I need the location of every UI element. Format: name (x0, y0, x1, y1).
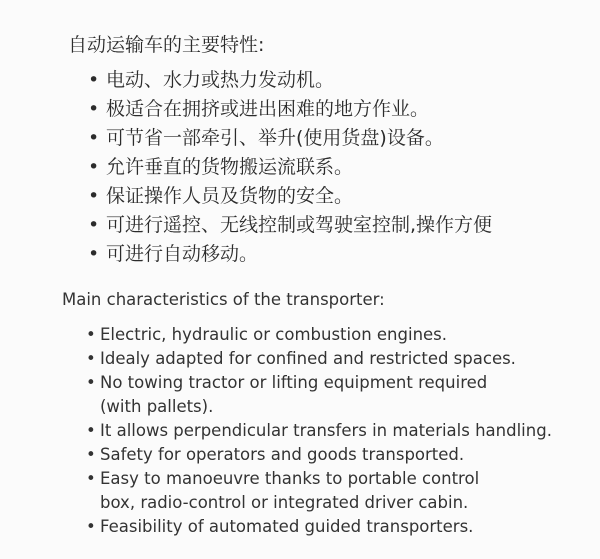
english-list-item (86, 371, 600, 419)
english-item-text: Easy to manoeuvre thanks to portable control (100, 469, 480, 488)
chinese-list-item (88, 182, 600, 211)
chinese-item-text: 允许垂直的货物搬运流联系。 (106, 156, 354, 178)
english-list-item (86, 467, 600, 515)
english-item-text: Feasibility of automated guided transporters. (100, 517, 474, 536)
bullet-icon: • (88, 185, 100, 207)
english-list-item (86, 443, 600, 467)
chinese-item-text: 可进行遥控、无线控制或驾驶室控制,操作方便 (106, 214, 493, 236)
bullet-icon: • (88, 156, 100, 178)
english-list-item (86, 419, 600, 443)
english-list-item (86, 347, 600, 371)
bullet-icon: • (86, 373, 96, 392)
chinese-list-item (88, 153, 600, 182)
bullet-icon: • (86, 517, 96, 536)
bullet-icon: • (86, 445, 96, 464)
chinese-list-item (88, 240, 600, 269)
chinese-item-text: 极适合在拥挤或进出困难的地方作业。 (106, 98, 430, 120)
bullet-icon: • (86, 349, 96, 368)
english-item-text: Safety for operators and goods transported. (100, 445, 465, 464)
english-item-text-continued: box, radio-control or integrated driver cabin. (100, 493, 469, 512)
chinese-item-text: 保证操作人员及货物的安全。 (106, 185, 354, 207)
chinese-item-text: 可进行自动移动。 (106, 243, 259, 265)
bullet-icon: • (86, 469, 96, 488)
bullet-icon: • (88, 214, 100, 236)
english-characteristics-section (62, 287, 600, 539)
english-section-title: Main characteristics of the transporter: (62, 290, 385, 309)
bullet-icon: • (88, 69, 100, 91)
english-list-item (86, 515, 600, 539)
english-item-text: No towing tractor or lifting equipment required (100, 373, 488, 392)
english-list-item (86, 323, 600, 347)
english-item-text: Idealy adapted for confined and restricted spaces. (100, 349, 516, 368)
english-characteristics-list (62, 323, 600, 539)
chinese-list-item (88, 95, 600, 124)
english-item-text: It allows perpendicular transfers in materials handling. (100, 421, 552, 440)
chinese-item-text: 可节省一部牵引、举升(使用货盘)设备。 (106, 127, 444, 149)
bullet-icon: • (88, 98, 100, 120)
chinese-characteristics-section (68, 30, 600, 269)
chinese-characteristics-list (68, 66, 600, 269)
bullet-icon: • (86, 421, 96, 440)
chinese-item-text: 电动、水力或热力发动机。 (106, 69, 335, 91)
chinese-list-item (88, 211, 600, 240)
bullet-icon: • (88, 127, 100, 149)
english-item-text-continued: (with pallets). (100, 397, 214, 416)
bullet-icon: • (86, 325, 96, 344)
chinese-list-item (88, 124, 600, 153)
english-item-text: Electric, hydraulic or combustion engines. (100, 325, 448, 344)
bullet-icon: • (88, 243, 100, 265)
chinese-list-item (88, 66, 600, 95)
chinese-section-title: 自动运输车的主要特性: (68, 34, 265, 56)
